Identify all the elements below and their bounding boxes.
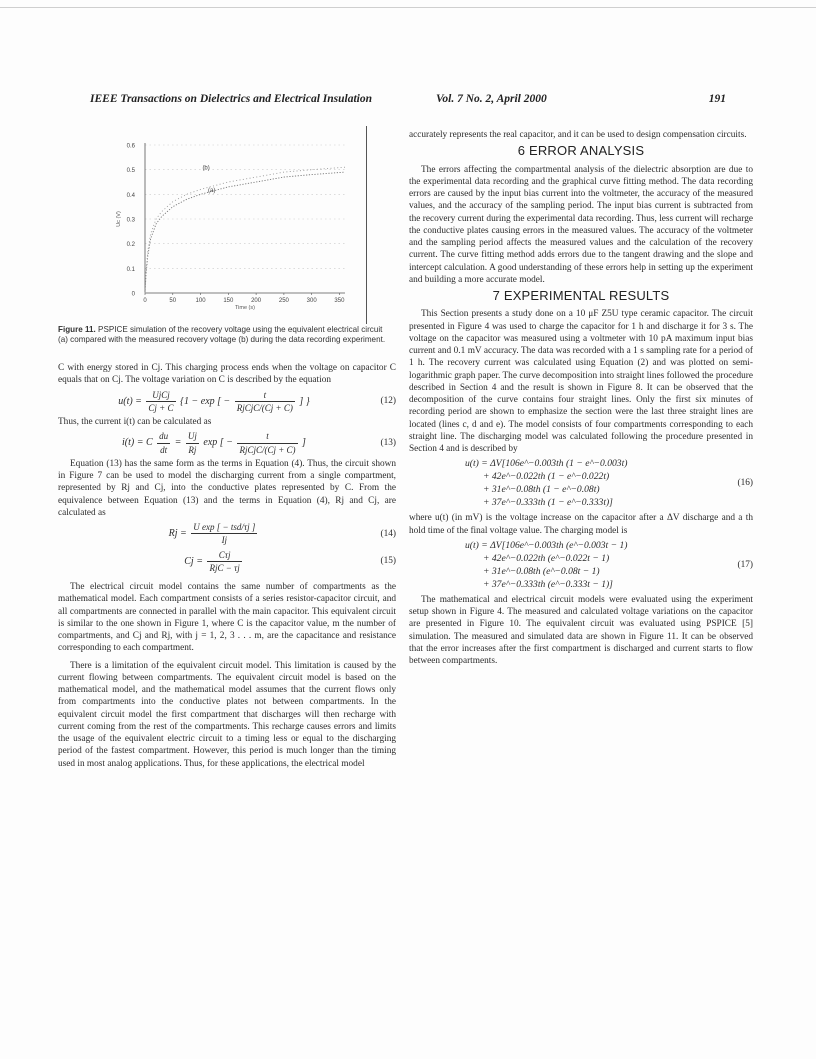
eq-line: + 42e^−0.022th (e^−0.022t − 1)	[483, 552, 610, 564]
eq-sign: =	[174, 437, 182, 449]
paragraph: There is a limitation of the equivalent circuit model. This limitation is caused by the current flowing between compartments. The equivalent circuit model is based on the mathematical model, and the mathematical model assumes that the current flows only from compartments into the conductive plates not between compartments. In the equivalent circuit model the first compartment that discharges will then recharge with current coming from the rest of the compartments. This recharge causes errors and limits the usage of the equivalent electric circuit to a timing less or equal to the discharging period of the fastest compartment. However, this period is much longer than the timing used in most analog applications. Thus, for these applications, the electrical model	[58, 660, 396, 769]
paragraph: The mathematical and electrical circuit models were evaluated using the experiment setup shown in Figure 4. The measured and calculated voltage variations on the capacitor are presented in Figure 10. The equivalent circuit was evaluated using PSPICE [5] simulation. The measured and simulated data are shown in Figure 11. It can be observed that the error increases after the first compartment is discharged and current starts to flow between compartments.	[409, 594, 753, 666]
eq-end: ]	[302, 437, 306, 449]
caption-text: PSPICE simulation of the recovery voltage using the equivalent electrical circuit (a) compared with the measured recovery voltage (b) during the data recording experiment.	[58, 325, 386, 345]
eq-middle: {1 − exp [ −	[180, 395, 231, 407]
fraction	[186, 430, 199, 456]
paragraph: This Section presents a study done on a 10 μF Z5U type ceramic capacitor. The circuit presented in Figure 4 was used to charge the capacitor for 1 h and discharge it for 3 s. The voltage on the capacitor was measured using a voltmeter with 10 pA maximum input bias current and 0.1 mV accuracy. The data was recorded with a 1 s sampling rate for a period of 1 h. The recovery current was calculated using Equation (2) and was plotted on semi-logarithmic graph paper. The curve decomposition into straight lines followed the procedure described in Section 4 and the result is shown in Figure 8. It can be observed that the decomposition of the curve contains four straight lines. Only the first six minutes of recording period are shown to emphasize the section were the last three straight lines are located (lines c, d and e). The model consists of four compartments corresponding to each straight line. The discharging model was calculated following the procedure presented in Section 4 and is described by	[409, 309, 753, 454]
y-tick-label: 0.4	[126, 192, 135, 199]
denominator: Ij	[221, 535, 228, 546]
figure-11-chart	[100, 133, 360, 318]
equation-number: (13)	[380, 437, 396, 448]
eq-line: + 42e^−0.022th (1 − e^−0.022t)	[483, 471, 610, 483]
denominator: RjCjC/(Cj + C)	[239, 444, 296, 455]
x-tick-label: 150	[223, 298, 234, 304]
numerator: t	[235, 389, 295, 402]
numerator: U exp [ − tsd/τj ]	[191, 521, 257, 534]
paragraph: The electrical circuit model contains the same number of compartments as the mathematical model. Each compartment consists of a series resistor-capacitor circuit, and all compartments are connected in parallel with the main capacitor. This equivalent circuit is similar to the one shown in Figure 1, where C is the capacitor value, m the number of compartments, and Cj and Rj, with j = 1, 2, 3 . . . m, are the capacitance and resistance corresponding to each compartment.	[58, 582, 396, 654]
x-axis-label: Time (s)	[235, 305, 255, 311]
series-line-1	[145, 167, 345, 293]
y-tick-label: 0.3	[126, 217, 135, 224]
fraction	[157, 430, 170, 456]
denominator: dt	[160, 444, 168, 455]
denominator: Cj + C	[148, 402, 174, 413]
equation-number: (17)	[737, 559, 753, 570]
equation-12	[58, 389, 396, 415]
volume-info: Vol. 7 No. 2, April 2000	[436, 93, 547, 105]
equation-16	[409, 457, 753, 509]
fraction	[235, 389, 295, 415]
y-tick-label: 0.2	[126, 242, 135, 249]
eq-line: + 37e^−0.333th (e^−0.333t − 1)]	[483, 578, 613, 590]
fraction	[146, 389, 175, 415]
y-tick-label: 0.6	[126, 143, 135, 150]
figure-divider	[366, 126, 367, 324]
equation-14	[58, 521, 396, 547]
eq-lhs: i(t) = C	[122, 437, 153, 449]
paragraph: Thus, the current i(t) can be calculated as	[58, 417, 212, 427]
numerator: UjCj	[146, 389, 175, 402]
numerator: du	[157, 430, 170, 443]
x-tick-label: 200	[251, 298, 262, 304]
denominator: RjC − τj	[209, 562, 240, 573]
numerator: Uj	[186, 430, 199, 443]
x-tick-label: 100	[195, 298, 206, 304]
figure-caption	[58, 325, 393, 345]
section-heading-experimental-results: 7 EXPERIMENTAL RESULTS	[492, 288, 670, 303]
x-tick-label: 50	[169, 298, 177, 304]
denominator: RjCjC/(Cj + C)	[236, 402, 293, 413]
fraction	[191, 521, 257, 547]
eq-middle: exp [ −	[203, 437, 233, 449]
equation-number: (14)	[380, 528, 396, 539]
x-tick-label: 350	[334, 298, 345, 304]
numerator: Cτj	[207, 549, 241, 562]
section-heading-error-analysis: 6 ERROR ANALYSIS	[517, 143, 645, 159]
eq-lhs: Cj =	[184, 555, 203, 567]
y-tick-label: 0.1	[126, 266, 135, 273]
running-header	[90, 93, 726, 109]
x-tick-label: 250	[278, 298, 289, 304]
denominator: Rj	[188, 444, 197, 455]
fraction	[207, 549, 241, 575]
paragraph: accurately represents the real capacitor, and it can be used to design compensation circuits.	[409, 130, 747, 140]
equation-15	[58, 549, 396, 575]
y-axis-label: Uc (V)	[116, 211, 122, 227]
x-tick-label: 300	[306, 298, 317, 304]
paragraph: Equation (13) has the same form as the terms in Equation (4). Thus, the circuit shown in Figure 7 can be used to model the discharging current from a single compartment, represented by Rj and Cj, into the conductive plates represented by C. From the equivalence between Equation (13) and the terms in Equation (4), Rj and Cj, are calculated as	[58, 458, 396, 518]
chart-svg	[100, 133, 360, 318]
eq-line: + 31e^−0.08th (1 − e^−0.08t)	[483, 484, 600, 496]
series-annotation: (b)	[202, 165, 210, 172]
equation-number: (15)	[380, 556, 396, 567]
numerator: t	[237, 430, 297, 443]
y-tick-label: 0.5	[126, 168, 135, 175]
left-column	[58, 362, 396, 770]
right-column	[409, 129, 753, 667]
equation-number: (12)	[380, 396, 396, 407]
equation-number: (16)	[737, 478, 753, 489]
eq-line: u(t) = ΔV[106e^−0.003th (e^−0.003t − 1)	[465, 539, 628, 551]
page-number: 191	[708, 93, 726, 105]
caption-label: Figure 11.	[58, 325, 96, 334]
eq-end: ] }	[299, 395, 310, 407]
paragraph: where u(t) (in mV) is the voltage increase on the capacitor after a ΔV discharge and a th hold time of the final voltage value. The charging model is	[409, 513, 753, 536]
equation-17	[409, 539, 753, 591]
paragraph: C with energy stored in Cj. This charging process ends when the voltage on capacitor C equals that on Cj. The voltage variation on C is described by the equation	[58, 363, 396, 386]
eq-lhs: u(t) =	[118, 395, 142, 407]
series-line-0	[145, 172, 345, 293]
top-rule	[0, 7, 816, 8]
eq-lhs: Rj =	[168, 528, 187, 540]
eq-line: + 37e^−0.333th (1 − e^−0.333t)]	[483, 497, 613, 509]
eq-line: u(t) = ΔV[106e^−0.003th (1 − e^−0.003t)	[465, 458, 628, 470]
series-annotation: (a)	[207, 187, 216, 194]
y-tick-label: 0	[131, 291, 135, 298]
fraction	[237, 430, 297, 456]
journal-title: IEEE Transactions on Dielectrics and Electrical Insulation	[90, 93, 373, 105]
equation-13	[58, 430, 396, 456]
eq-line: + 31e^−0.08th (e^−0.08t − 1)	[483, 565, 600, 577]
paragraph: The errors affecting the compartmental analysis of the dielectric absorption are due to the experimental data recording and the graphical curve fitting method. The data recording errors are caused by the input bias current into the voltmeter, the accuracy of the measured values, and the accuracy of the sampling period. The input bias current is subtracted from the recovery current during the experimental data recording. Thus, less current will recharge the conductive plates causing errors in the measured values. The accuracy of the voltmeter and the sampling period affects the measured values and the calculation of the recovery current. The curve fitting method adds errors due to the tangent drawing and the slope and intercept calculation. A good understanding of these errors help in setting up the experiment and building a more accurate model.	[409, 164, 753, 285]
x-tick-label: 0	[143, 298, 147, 304]
